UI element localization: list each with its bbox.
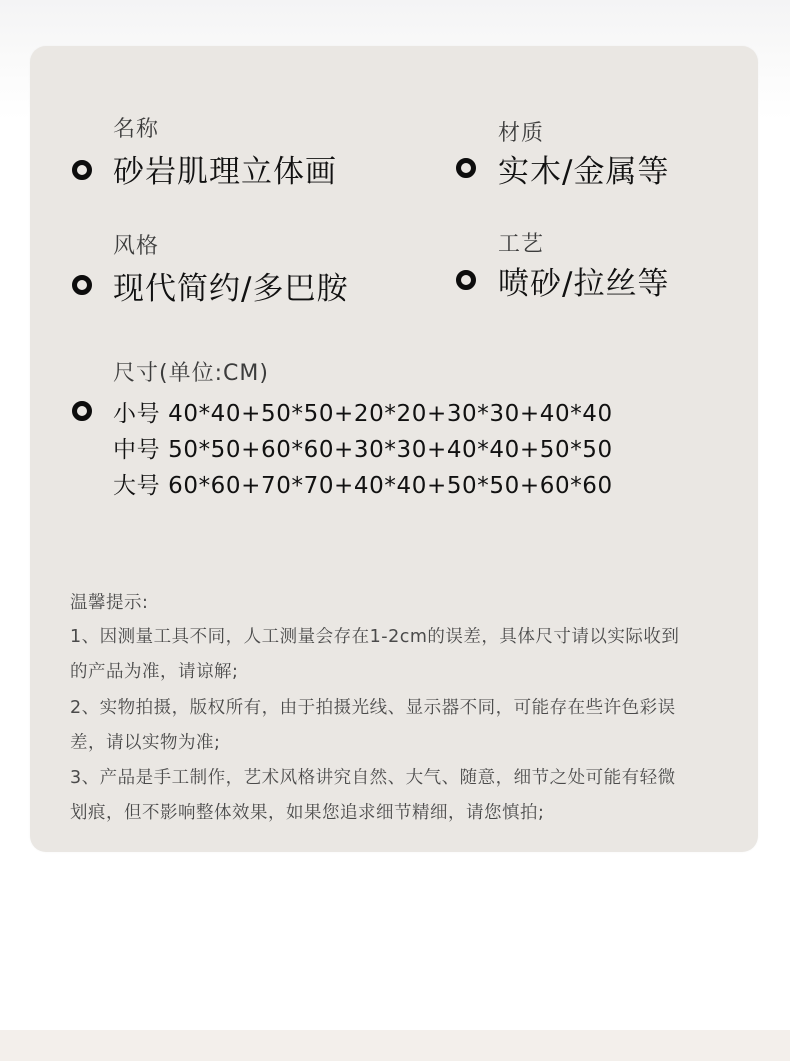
spec-value-style: 现代简约/多巴胺 <box>113 271 349 307</box>
tips-title: 温馨提示: <box>70 593 149 613</box>
bullet-icon <box>72 160 92 180</box>
product-info-card <box>30 46 758 852</box>
tips-line: 3、产品是手工制作，艺术风格讲究自然、大气、随意，细节之处可能有轻微 <box>70 768 676 788</box>
size-line-small: 小号 40*40+50*50+20*20+30*30+40*40 <box>113 401 613 427</box>
spec-label-name: 名称 <box>113 117 160 142</box>
tips-line: 划痕，但不影响整体效果，如果您追求细节精细，请您慎拍; <box>70 803 545 823</box>
spec-label-size: 尺寸(单位:CM) <box>113 361 269 386</box>
spec-value-material: 实木/金属等 <box>498 154 670 190</box>
tips-line: 的产品为准，请谅解; <box>70 662 239 682</box>
spec-value-name: 砂岩肌理立体画 <box>113 154 337 190</box>
size-line-medium: 中号 50*50+60*60+30*30+40*40+50*50 <box>113 437 613 463</box>
tips-line: 1、因测量工具不同，人工测量会存在1-2cm的误差，具体尺寸请以实际收到 <box>70 627 680 647</box>
tips-line: 差，请以实物为准; <box>70 733 221 753</box>
bottom-strip <box>0 1030 790 1061</box>
bullet-icon <box>456 158 476 178</box>
spec-value-craft: 喷砂/拉丝等 <box>498 266 670 302</box>
size-line-large: 大号 60*60+70*70+40*40+50*50+60*60 <box>113 473 613 499</box>
bullet-icon <box>72 275 92 295</box>
tips-line: 2、实物拍摄，版权所有，由于拍摄光线、显示器不同，可能存在些许色彩误 <box>70 698 676 718</box>
bullet-icon <box>456 270 476 290</box>
spec-label-style: 风格 <box>113 234 160 259</box>
bullet-icon <box>72 401 92 421</box>
spec-label-craft: 工艺 <box>498 232 545 257</box>
spec-label-material: 材质 <box>498 121 545 146</box>
